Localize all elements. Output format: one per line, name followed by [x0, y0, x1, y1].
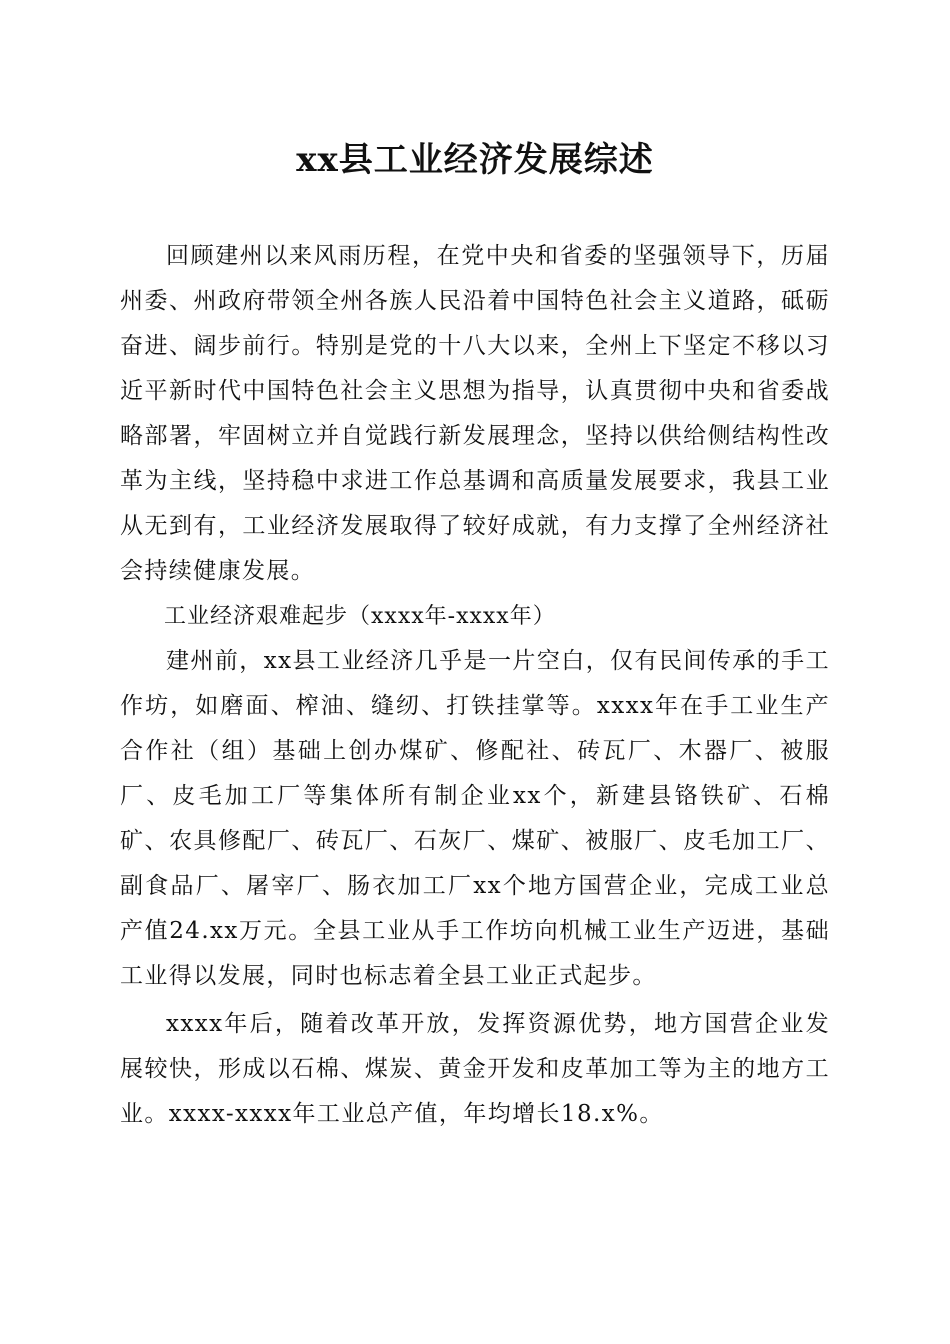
section-heading: 工业经济艰难起步（xxxx年-xxxx年） — [164, 604, 556, 629]
paragraph-intro: 回顾建州以来风雨历程，在党中央和省委的坚强领导下，历届州委、州政府带领全州各族人民沿着中国特色社会主义道路，砥砺奋进、阔步前行。特别是党的十八大以来，全州上下坚定不移以习近平新时代中国特色社会主义思想为指导，认真贯彻中央和省委战略部署，牢固树立并自觉践行新发展理念，坚持以供给侧结构性改革为主线，坚持稳中求进工作总基调和高质量发展要求，我县工业从无到有，工业经济发展取得了较好成就，有力支撑了全州经济社会持续健康发展。 — [120, 243, 830, 584]
document-body — [120, 234, 830, 1137]
paragraph-early-industry: 建州前，xx县工业经济几乎是一片空白，仅有民间传承的手工作坊，如磨面、榨油、缝纫、打铁挂掌等。xxxx年在手工业生产合作社（组）基础上创办煤矿、修配社、砖瓦厂、木器厂、被服厂、皮毛加工厂等集体所有制企业xx个，新建县铬铁矿、石棉矿、农具修配厂、砖瓦厂、石灰厂、煤矿、被服厂、皮毛加工厂、副食品厂、屠宰厂、肠衣加工厂xx个地方国营企业，完成工业总产值24.xx万元。全县工业从手工作坊向机械工业生产迈进，基础工业得以发展，同时也标志着全县工业正式起步。 — [120, 648, 830, 989]
paragraph-reform-growth: xxxx年后，随着改革开放，发挥资源优势，地方国营企业发展较快，形成以石棉、煤炭、黄金开发和皮革加工等为主的地方工业。xxxx-xxxx年工业总产值，年均增长18.x%。 — [120, 1011, 830, 1127]
document-title: xx县工业经济发展综述 — [296, 140, 654, 180]
